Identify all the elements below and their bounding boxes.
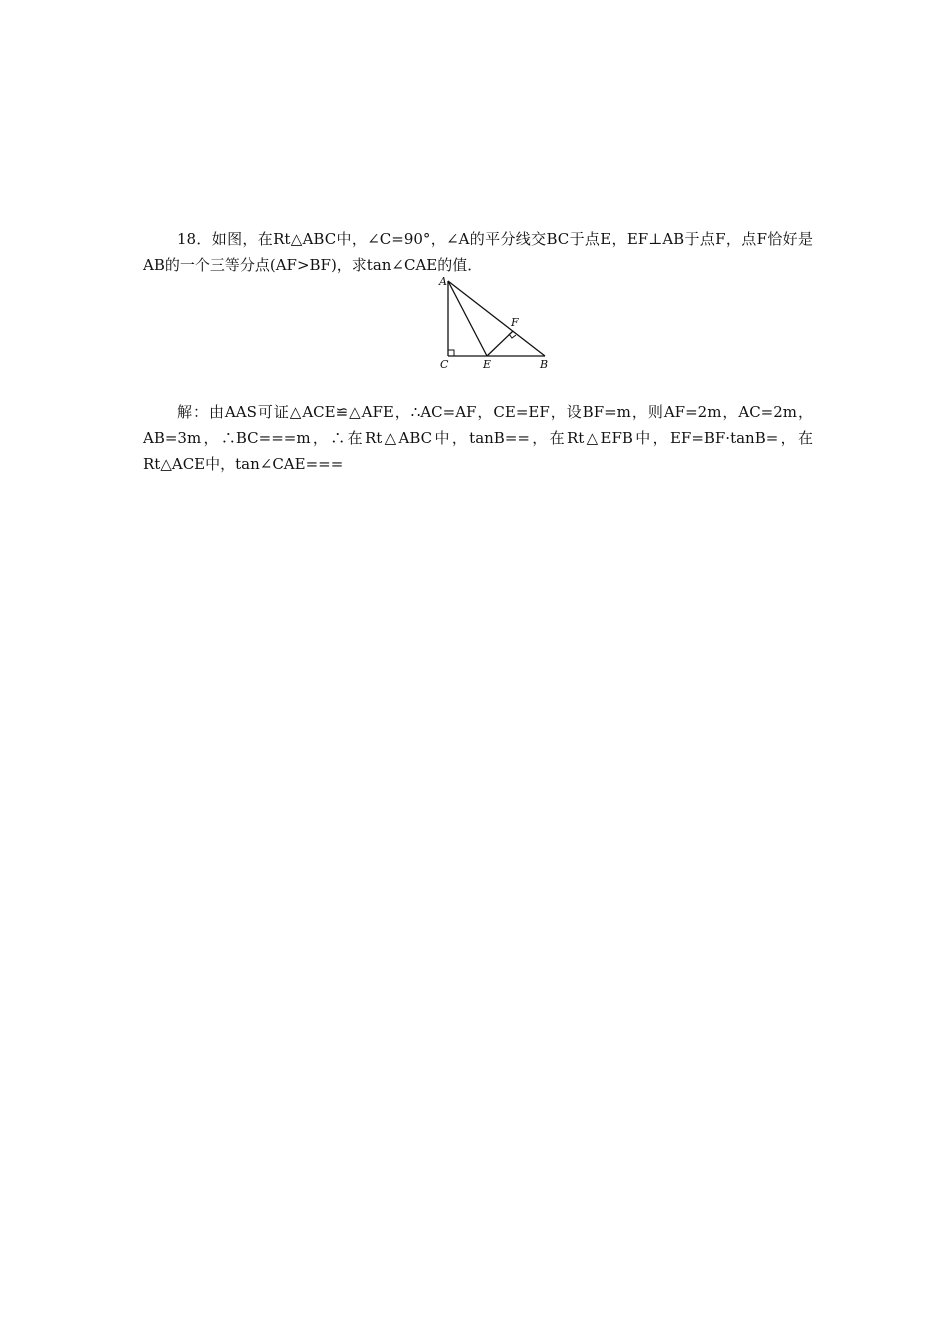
solution-body: 解：由AAS可证△ACE≌△AFE，∴AC=AF，CE=EF，设BF=m，则AF=2m，AC=2m，AB=3m，∴BC===m，∴在Rt△ABC中，tanB==，在Rt△EFB中，EF=BF·tanB=，在Rt△ACE中，tan∠CAE=== <box>143 403 813 473</box>
problem-line-2: F恰好是AB的一个三等分点(AF>BF)，求tan∠CAE的值． <box>143 230 813 274</box>
right-angle-mark-c <box>448 350 454 356</box>
solution-text <box>143 399 813 477</box>
triangle-diagram <box>430 275 570 375</box>
label-c: C <box>440 358 449 371</box>
right-angle-mark-f <box>509 334 516 338</box>
problem-line-1: 18．如图，在Rt△ABC中，∠C=90°，∠A的平分线交BC于点E，EF⊥AB于点F，点 <box>177 230 757 248</box>
side-ab <box>448 281 545 356</box>
label-e: E <box>483 358 492 371</box>
problem-statement <box>143 226 813 278</box>
segment-ae <box>448 281 487 356</box>
label-a: A <box>439 275 447 288</box>
triangle-figure <box>430 275 570 375</box>
label-f: F <box>511 316 519 329</box>
label-b: B <box>540 358 549 371</box>
